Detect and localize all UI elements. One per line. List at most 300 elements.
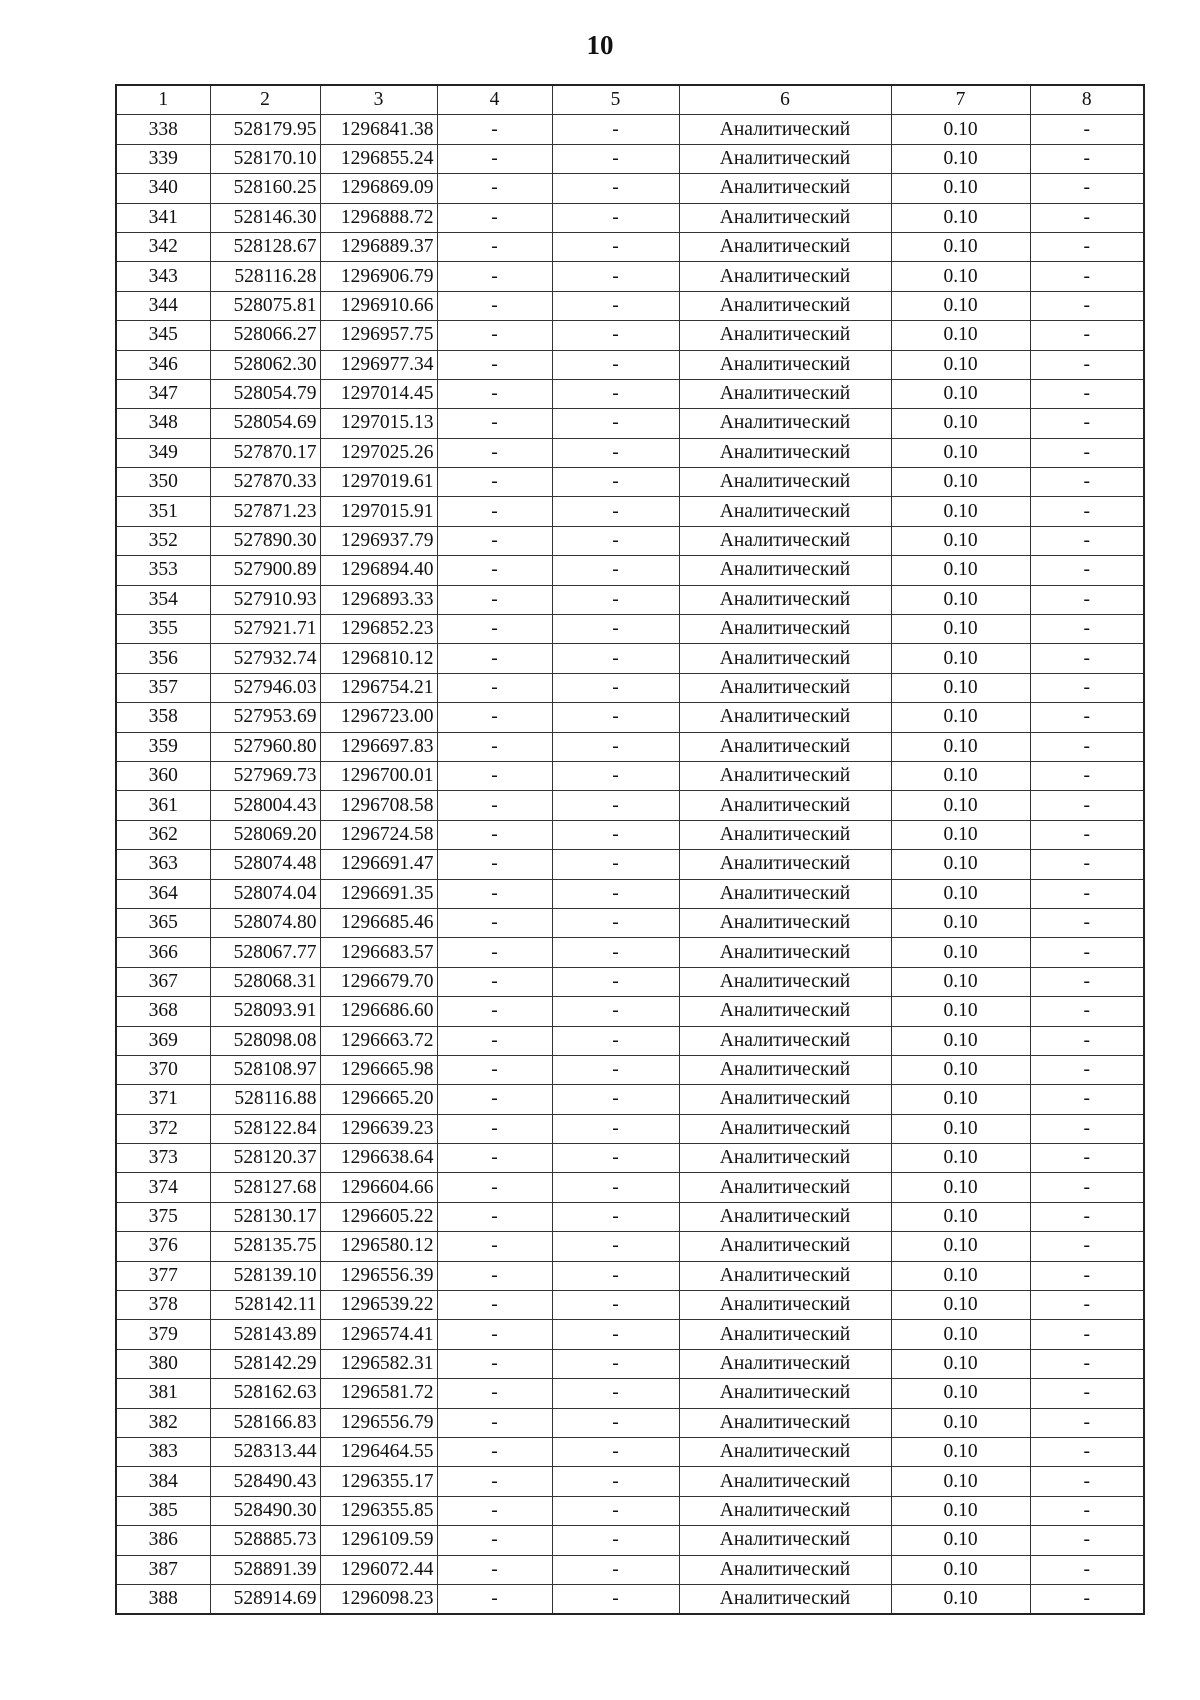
cell-col-5: - (552, 409, 679, 438)
cell-method: Аналитический (679, 585, 891, 614)
cell-x-coordinate: 528170.10 (210, 144, 320, 173)
cell-y-coordinate: 1296957.75 (320, 321, 437, 350)
cell-point-number: 344 (116, 291, 210, 320)
cell-accuracy: 0.10 (891, 1496, 1030, 1525)
table-row (116, 732, 1144, 761)
cell-y-coordinate: 1296355.17 (320, 1467, 437, 1496)
cell-method: Аналитический (679, 938, 891, 967)
cell-col-8: - (1030, 791, 1144, 820)
cell-accuracy: 0.10 (891, 1349, 1030, 1378)
cell-col-5: - (552, 438, 679, 467)
cell-y-coordinate: 1296556.39 (320, 1261, 437, 1290)
table-row (116, 1408, 1144, 1437)
cell-y-coordinate: 1296893.33 (320, 585, 437, 614)
cell-col-8: - (1030, 497, 1144, 526)
cell-x-coordinate: 528075.81 (210, 291, 320, 320)
cell-y-coordinate: 1296810.12 (320, 644, 437, 673)
cell-point-number: 366 (116, 938, 210, 967)
table-row (116, 585, 1144, 614)
cell-point-number: 385 (116, 1496, 210, 1525)
cell-col-4: - (437, 1467, 552, 1496)
cell-x-coordinate: 527871.23 (210, 497, 320, 526)
cell-accuracy: 0.10 (891, 879, 1030, 908)
cell-x-coordinate: 528098.08 (210, 1026, 320, 1055)
cell-col-8: - (1030, 1526, 1144, 1555)
cell-x-coordinate: 528122.84 (210, 1114, 320, 1143)
cell-y-coordinate: 1296072.44 (320, 1555, 437, 1584)
cell-y-coordinate: 1296841.38 (320, 115, 437, 144)
table-row (116, 997, 1144, 1026)
cell-x-coordinate: 528062.30 (210, 350, 320, 379)
cell-col-5: - (552, 1261, 679, 1290)
cell-col-5: - (552, 291, 679, 320)
cell-method: Аналитический (679, 203, 891, 232)
cell-point-number: 380 (116, 1349, 210, 1378)
cell-y-coordinate: 1296574.41 (320, 1320, 437, 1349)
cell-col-8: - (1030, 174, 1144, 203)
table-row (116, 761, 1144, 790)
cell-method: Аналитический (679, 379, 891, 408)
cell-col-8: - (1030, 1055, 1144, 1084)
cell-accuracy: 0.10 (891, 497, 1030, 526)
table-body (116, 115, 1144, 1614)
cell-col-8: - (1030, 291, 1144, 320)
cell-method: Аналитический (679, 556, 891, 585)
cell-col-8: - (1030, 673, 1144, 702)
cell-y-coordinate: 1297015.91 (320, 497, 437, 526)
cell-accuracy: 0.10 (891, 732, 1030, 761)
cell-col-5: - (552, 1584, 679, 1614)
cell-col-8: - (1030, 761, 1144, 790)
table-row (116, 526, 1144, 555)
cell-col-8: - (1030, 644, 1144, 673)
cell-accuracy: 0.10 (891, 997, 1030, 1026)
cell-point-number: 379 (116, 1320, 210, 1349)
cell-accuracy: 0.10 (891, 468, 1030, 497)
cell-col-4: - (437, 1408, 552, 1437)
cell-col-8: - (1030, 615, 1144, 644)
cell-point-number: 345 (116, 321, 210, 350)
cell-accuracy: 0.10 (891, 321, 1030, 350)
cell-x-coordinate: 528142.11 (210, 1291, 320, 1320)
cell-accuracy: 0.10 (891, 1467, 1030, 1496)
cell-method: Аналитический (679, 791, 891, 820)
cell-point-number: 343 (116, 262, 210, 291)
cell-method: Аналитический (679, 350, 891, 379)
cell-accuracy: 0.10 (891, 526, 1030, 555)
cell-col-8: - (1030, 115, 1144, 144)
cell-point-number: 350 (116, 468, 210, 497)
cell-col-5: - (552, 615, 679, 644)
cell-accuracy: 0.10 (891, 409, 1030, 438)
page-number: 10 (586, 30, 614, 60)
cell-col-4: - (437, 144, 552, 173)
cell-accuracy: 0.10 (891, 1408, 1030, 1437)
cell-accuracy: 0.10 (891, 1085, 1030, 1114)
cell-point-number: 358 (116, 703, 210, 732)
cell-y-coordinate: 1296708.58 (320, 791, 437, 820)
cell-point-number: 372 (116, 1114, 210, 1143)
cell-col-8: - (1030, 703, 1144, 732)
cell-col-4: - (437, 967, 552, 996)
cell-col-8: - (1030, 820, 1144, 849)
cell-col-5: - (552, 556, 679, 585)
cell-col-5: - (552, 1349, 679, 1378)
cell-col-4: - (437, 1291, 552, 1320)
cell-point-number: 357 (116, 673, 210, 702)
cell-col-4: - (437, 379, 552, 408)
cell-method: Аналитический (679, 321, 891, 350)
cell-col-5: - (552, 1085, 679, 1114)
cell-x-coordinate: 528142.29 (210, 1349, 320, 1378)
cell-point-number: 364 (116, 879, 210, 908)
cell-col-4: - (437, 732, 552, 761)
cell-x-coordinate: 528093.91 (210, 997, 320, 1026)
cell-col-8: - (1030, 468, 1144, 497)
cell-method: Аналитический (679, 468, 891, 497)
cell-accuracy: 0.10 (891, 350, 1030, 379)
cell-col-5: - (552, 820, 679, 849)
cell-accuracy: 0.10 (891, 615, 1030, 644)
cell-col-4: - (437, 703, 552, 732)
cell-x-coordinate: 528179.95 (210, 115, 320, 144)
cell-method: Аналитический (679, 615, 891, 644)
cell-method: Аналитический (679, 232, 891, 261)
cell-col-5: - (552, 791, 679, 820)
table-row (116, 703, 1144, 732)
cell-x-coordinate: 527946.03 (210, 673, 320, 702)
cell-accuracy: 0.10 (891, 820, 1030, 849)
cell-col-5: - (552, 526, 679, 555)
cell-method: Аналитический (679, 1496, 891, 1525)
cell-col-4: - (437, 1584, 552, 1614)
table-row (116, 144, 1144, 173)
cell-method: Аналитический (679, 703, 891, 732)
cell-y-coordinate: 1296679.70 (320, 967, 437, 996)
cell-point-number: 387 (116, 1555, 210, 1584)
cell-accuracy: 0.10 (891, 144, 1030, 173)
table-row (116, 379, 1144, 408)
cell-col-4: - (437, 1496, 552, 1525)
cell-col-8: - (1030, 1555, 1144, 1584)
cell-accuracy: 0.10 (891, 1555, 1030, 1584)
cell-accuracy: 0.10 (891, 232, 1030, 261)
column-header-3: 3 (320, 85, 437, 115)
cell-col-4: - (437, 1202, 552, 1231)
cell-col-8: - (1030, 144, 1144, 173)
cell-point-number: 362 (116, 820, 210, 849)
table-row (116, 468, 1144, 497)
cell-x-coordinate: 528074.04 (210, 879, 320, 908)
cell-y-coordinate: 1296665.20 (320, 1085, 437, 1114)
cell-col-8: - (1030, 1261, 1144, 1290)
cell-point-number: 384 (116, 1467, 210, 1496)
cell-col-8: - (1030, 321, 1144, 350)
cell-method: Аналитический (679, 1055, 891, 1084)
cell-method: Аналитический (679, 1232, 891, 1261)
table-row (116, 1202, 1144, 1231)
cell-y-coordinate: 1296464.55 (320, 1437, 437, 1466)
cell-y-coordinate: 1296539.22 (320, 1291, 437, 1320)
table-row (116, 556, 1144, 585)
column-header-4: 4 (437, 85, 552, 115)
cell-y-coordinate: 1296910.66 (320, 291, 437, 320)
cell-method: Аналитический (679, 1114, 891, 1143)
cell-col-4: - (437, 1320, 552, 1349)
cell-col-5: - (552, 1496, 679, 1525)
table-row (116, 1496, 1144, 1525)
cell-y-coordinate: 1296683.57 (320, 938, 437, 967)
cell-accuracy: 0.10 (891, 1144, 1030, 1173)
cell-method: Аналитический (679, 1555, 891, 1584)
cell-method: Аналитический (679, 1261, 891, 1290)
cell-col-4: - (437, 850, 552, 879)
cell-x-coordinate: 528146.30 (210, 203, 320, 232)
table-row (116, 879, 1144, 908)
cell-col-4: - (437, 1026, 552, 1055)
cell-method: Аналитический (679, 1408, 891, 1437)
cell-point-number: 346 (116, 350, 210, 379)
cell-accuracy: 0.10 (891, 703, 1030, 732)
cell-method: Аналитический (679, 1467, 891, 1496)
cell-col-4: - (437, 409, 552, 438)
cell-col-8: - (1030, 1173, 1144, 1202)
cell-y-coordinate: 1296665.98 (320, 1055, 437, 1084)
cell-col-4: - (437, 761, 552, 790)
cell-col-5: - (552, 1526, 679, 1555)
cell-point-number: 377 (116, 1261, 210, 1290)
cell-point-number: 349 (116, 438, 210, 467)
cell-x-coordinate: 528116.28 (210, 262, 320, 291)
cell-accuracy: 0.10 (891, 1379, 1030, 1408)
cell-accuracy: 0.10 (891, 673, 1030, 702)
cell-y-coordinate: 1296700.01 (320, 761, 437, 790)
cell-col-5: - (552, 1379, 679, 1408)
cell-x-coordinate: 527870.33 (210, 468, 320, 497)
table-row (116, 908, 1144, 937)
cell-col-4: - (437, 556, 552, 585)
cell-col-5: - (552, 321, 679, 350)
cell-y-coordinate: 1297014.45 (320, 379, 437, 408)
column-header-7: 7 (891, 85, 1030, 115)
cell-col-8: - (1030, 1232, 1144, 1261)
cell-x-coordinate: 527921.71 (210, 615, 320, 644)
cell-point-number: 339 (116, 144, 210, 173)
cell-col-4: - (437, 997, 552, 1026)
column-header-6: 6 (679, 85, 891, 115)
table-row (116, 1173, 1144, 1202)
table-row (116, 644, 1144, 673)
cell-x-coordinate: 528160.25 (210, 174, 320, 203)
cell-y-coordinate: 1296355.85 (320, 1496, 437, 1525)
cell-y-coordinate: 1296691.47 (320, 850, 437, 879)
cell-method: Аналитический (679, 850, 891, 879)
cell-col-8: - (1030, 262, 1144, 291)
table-row (116, 115, 1144, 144)
cell-y-coordinate: 1296604.66 (320, 1173, 437, 1202)
cell-accuracy: 0.10 (891, 1202, 1030, 1231)
table-row (116, 291, 1144, 320)
cell-point-number: 342 (116, 232, 210, 261)
cell-col-5: - (552, 1291, 679, 1320)
cell-col-8: - (1030, 350, 1144, 379)
cell-x-coordinate: 527890.30 (210, 526, 320, 555)
table-row (116, 1379, 1144, 1408)
cell-col-8: - (1030, 1496, 1144, 1525)
cell-y-coordinate: 1297015.13 (320, 409, 437, 438)
cell-accuracy: 0.10 (891, 262, 1030, 291)
cell-col-5: - (552, 144, 679, 173)
cell-x-coordinate: 528068.31 (210, 967, 320, 996)
cell-method: Аналитический (679, 438, 891, 467)
table-row (116, 1584, 1144, 1614)
column-header-8: 8 (1030, 85, 1144, 115)
cell-point-number: 383 (116, 1437, 210, 1466)
cell-y-coordinate: 1296888.72 (320, 203, 437, 232)
cell-col-5: - (552, 1320, 679, 1349)
table-row (116, 497, 1144, 526)
cell-accuracy: 0.10 (891, 291, 1030, 320)
cell-point-number: 375 (116, 1202, 210, 1231)
cell-col-4: - (437, 791, 552, 820)
table-row (116, 1055, 1144, 1084)
table-row (116, 791, 1144, 820)
column-header-5: 5 (552, 85, 679, 115)
cell-col-4: - (437, 1555, 552, 1584)
cell-col-4: - (437, 1379, 552, 1408)
table-row (116, 820, 1144, 849)
cell-col-5: - (552, 908, 679, 937)
cell-col-5: - (552, 1232, 679, 1261)
cell-y-coordinate: 1296582.31 (320, 1349, 437, 1378)
cell-col-4: - (437, 908, 552, 937)
cell-col-4: - (437, 938, 552, 967)
cell-y-coordinate: 1296855.24 (320, 144, 437, 173)
cell-col-8: - (1030, 203, 1144, 232)
cell-col-5: - (552, 262, 679, 291)
cell-col-8: - (1030, 879, 1144, 908)
cell-col-4: - (437, 1261, 552, 1290)
table-row (116, 321, 1144, 350)
cell-col-5: - (552, 379, 679, 408)
cell-col-8: - (1030, 556, 1144, 585)
cell-y-coordinate: 1296556.79 (320, 1408, 437, 1437)
cell-accuracy: 0.10 (891, 438, 1030, 467)
cell-point-number: 351 (116, 497, 210, 526)
cell-point-number: 386 (116, 1526, 210, 1555)
cell-col-5: - (552, 967, 679, 996)
cell-y-coordinate: 1296937.79 (320, 526, 437, 555)
column-header-1: 1 (116, 85, 210, 115)
cell-point-number: 348 (116, 409, 210, 438)
cell-col-8: - (1030, 997, 1144, 1026)
cell-method: Аналитический (679, 1173, 891, 1202)
table-row (116, 1349, 1144, 1378)
cell-point-number: 368 (116, 997, 210, 1026)
cell-x-coordinate: 528490.30 (210, 1496, 320, 1525)
cell-col-8: - (1030, 1291, 1144, 1320)
cell-col-4: - (437, 1526, 552, 1555)
table-row (116, 1291, 1144, 1320)
cell-accuracy: 0.10 (891, 1055, 1030, 1084)
table-row (116, 1026, 1144, 1055)
cell-accuracy: 0.10 (891, 115, 1030, 144)
cell-accuracy: 0.10 (891, 1291, 1030, 1320)
cell-method: Аналитический (679, 1379, 891, 1408)
cell-y-coordinate: 1296581.72 (320, 1379, 437, 1408)
cell-col-5: - (552, 174, 679, 203)
cell-y-coordinate: 1296639.23 (320, 1114, 437, 1143)
cell-y-coordinate: 1296697.83 (320, 732, 437, 761)
cell-col-8: - (1030, 1379, 1144, 1408)
cell-x-coordinate: 528135.75 (210, 1232, 320, 1261)
cell-method: Аналитический (679, 262, 891, 291)
cell-col-4: - (437, 1144, 552, 1173)
cell-col-4: - (437, 615, 552, 644)
table-row (116, 673, 1144, 702)
table-row (116, 1526, 1144, 1555)
table-row (116, 262, 1144, 291)
cell-y-coordinate: 1296580.12 (320, 1232, 437, 1261)
table-row (116, 967, 1144, 996)
cell-col-8: - (1030, 379, 1144, 408)
cell-col-5: - (552, 468, 679, 497)
cell-point-number: 374 (116, 1173, 210, 1202)
cell-x-coordinate: 527953.69 (210, 703, 320, 732)
cell-point-number: 361 (116, 791, 210, 820)
table-row (116, 1144, 1144, 1173)
cell-method: Аналитический (679, 115, 891, 144)
cell-x-coordinate: 527960.80 (210, 732, 320, 761)
cell-col-5: - (552, 1173, 679, 1202)
cell-method: Аналитический (679, 174, 891, 203)
cell-x-coordinate: 528074.80 (210, 908, 320, 937)
cell-accuracy: 0.10 (891, 1584, 1030, 1614)
table-row (116, 232, 1144, 261)
cell-col-5: - (552, 1055, 679, 1084)
cell-x-coordinate: 528127.68 (210, 1173, 320, 1202)
cell-col-8: - (1030, 1408, 1144, 1437)
cell-accuracy: 0.10 (891, 908, 1030, 937)
cell-col-5: - (552, 1114, 679, 1143)
cell-x-coordinate: 528891.39 (210, 1555, 320, 1584)
table-row (116, 1320, 1144, 1349)
cell-point-number: 388 (116, 1584, 210, 1614)
cell-x-coordinate: 528914.69 (210, 1584, 320, 1614)
cell-y-coordinate: 1296889.37 (320, 232, 437, 261)
cell-col-8: - (1030, 1584, 1144, 1614)
cell-point-number: 354 (116, 585, 210, 614)
cell-point-number: 352 (116, 526, 210, 555)
cell-x-coordinate: 527910.93 (210, 585, 320, 614)
cell-col-5: - (552, 879, 679, 908)
cell-col-5: - (552, 761, 679, 790)
cell-y-coordinate: 1297019.61 (320, 468, 437, 497)
table-row (116, 1085, 1144, 1114)
cell-accuracy: 0.10 (891, 1173, 1030, 1202)
cell-accuracy: 0.10 (891, 585, 1030, 614)
cell-col-4: - (437, 526, 552, 555)
cell-col-8: - (1030, 1349, 1144, 1378)
cell-y-coordinate: 1296663.72 (320, 1026, 437, 1055)
cell-x-coordinate: 528162.63 (210, 1379, 320, 1408)
cell-accuracy: 0.10 (891, 644, 1030, 673)
cell-col-8: - (1030, 1114, 1144, 1143)
cell-col-5: - (552, 997, 679, 1026)
cell-y-coordinate: 1296109.59 (320, 1526, 437, 1555)
cell-point-number: 369 (116, 1026, 210, 1055)
cell-col-4: - (437, 203, 552, 232)
